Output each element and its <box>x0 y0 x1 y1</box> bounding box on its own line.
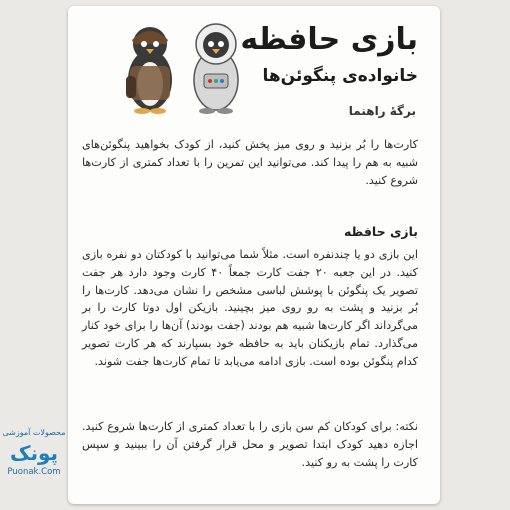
penguin-pilot-icon <box>126 27 172 114</box>
brand-tagline: محصولات آموزشی <box>2 428 66 437</box>
note-paragraph: نکته: برای کودکان کم سن بازی را با تعداد کمتری از کارت‌ها شروع کنید. اجازه دهید کودک ابتدا تصویر و محل قرار گرفتن آن را ببینید و سپس کارت را پشت به رو کنید. <box>82 420 418 469</box>
memory-game-heading: بازی حافظه <box>343 224 418 239</box>
brand-logo: پونک <box>9 441 59 465</box>
brand-watermark <box>0 424 68 510</box>
guide-label: برگهٔ راهنما <box>348 104 416 118</box>
penguins-illustration <box>108 18 258 116</box>
game-title: بازی حافظه <box>240 22 418 57</box>
instruction-card <box>68 6 440 504</box>
card-header <box>68 6 440 126</box>
game-subtitle: خانواده‌ی پنگوئن‌ها <box>262 66 418 86</box>
intro-paragraph: کارت‌ها را بُر بزنید و روی میز پخش کنید، از کودک بخواهید پنگوئن‌های شبیه به هم را پیدا کند. می‌توانید این تمرین را با تعداد کمتری از کارت‌ها شروع کنید. <box>82 138 418 187</box>
penguin-astronaut-icon <box>194 24 238 114</box>
memory-game-paragraph: این بازی دو یا چندنفره است. مثلاً شما می‌توانید با کودکتان دو نفره بازی کنید. در این جعبه ۲۰ جفت کارت جمعاً ۴۰ کارت وجود دارد هر جفت تصویر یک پنگوئن با پوشش لباسی مشخص را نشان می‌دهد. کارت‌ها را بُر بزنید و پشت به رو روی میز بچینید. بازیکن اول دوتا کارت را بر می‌گرداند اگر کارت‌ها شبیه هم بودند (جفت بودند) آن‌ها را برای خود کنار می‌گذارد. تمام بازیکنان باید به حافظه خود بسپارند که هر کارت تصویر کدام پنگوئن بوده است. بازی ادامه می‌یابد تا تمام کارت‌ها جفت شوند. <box>82 248 418 368</box>
brand-url: Puonak.Com <box>7 467 61 477</box>
